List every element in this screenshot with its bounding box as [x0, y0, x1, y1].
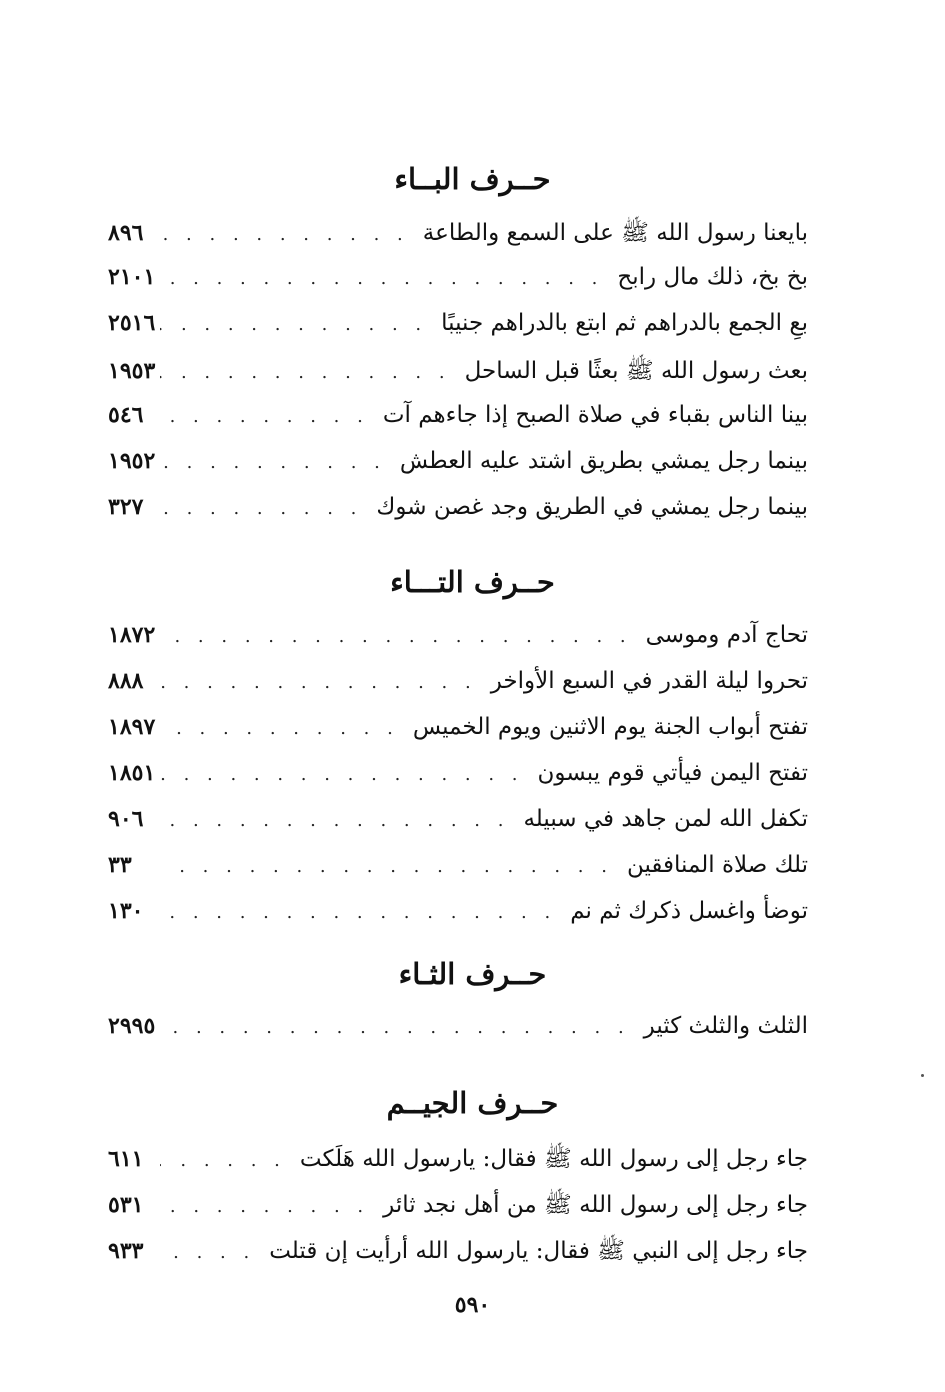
- entry-text: بخ بخ، ذلك مال رابح: [617, 264, 808, 290]
- page-number: ٥٩٠: [454, 1292, 491, 1318]
- entry-page-number: ١٨٥١: [108, 760, 156, 786]
- entry-text: تحروا ليلة القدر في السبع الأواخر: [490, 668, 808, 694]
- index-entry: [108, 1013, 808, 1059]
- section-title-tha: حــرف الثـاء: [398, 957, 547, 991]
- dot-leader: [160, 902, 556, 923]
- section-title-ta: حــرف التـــاء: [390, 565, 555, 599]
- entry-page-number: ٣٢٧: [108, 494, 144, 520]
- entry-text: بايعنا رسول الله ﷺ على السمع والطاعة: [422, 220, 808, 246]
- dot-leader: [160, 406, 369, 427]
- entry-text: تفتح أبواب الجنة يوم الاثنين ويوم الخميس: [412, 714, 808, 740]
- entry-page-number: ٦١١: [108, 1146, 144, 1172]
- entry-list-jim: [108, 1144, 808, 1282]
- entry-text: توضأ واغسل ذكرك ثم نم: [570, 898, 808, 924]
- entry-text: تلك صلاة المنافقين: [626, 852, 808, 878]
- index-entry: [108, 714, 808, 760]
- index-entry: [108, 448, 808, 494]
- dot-leader: [160, 810, 509, 831]
- index-entry: [108, 852, 808, 898]
- entry-page-number: ٨٨٨: [108, 668, 144, 694]
- dot-leader: [160, 362, 451, 383]
- section-title-ba: حــرف البــاء: [394, 162, 551, 196]
- print-speck: [921, 1074, 924, 1077]
- index-entry: [108, 1190, 808, 1236]
- entry-text: الثلث والثلث كثير: [643, 1013, 808, 1039]
- index-entry: [108, 402, 808, 448]
- entry-page-number: ١٨٧٢: [108, 622, 156, 648]
- index-entry: [108, 264, 808, 310]
- entry-text: تكفل الله لمن جاهد في سبيله: [523, 806, 808, 832]
- dot-leader: [160, 452, 386, 473]
- entry-text: جاء رجل إلى النبي ﷺ فقال: يارسول الله أرأيت إن قتلت: [269, 1238, 808, 1264]
- entry-page-number: ١٣٠: [108, 898, 144, 924]
- entry-page-number: ١٩٥٢: [108, 448, 156, 474]
- index-entry: [108, 1236, 808, 1282]
- entry-page-number: ٩٣٣: [108, 1238, 144, 1264]
- entry-text: جاء رجل إلى رسول الله ﷺ من أهل نجد ثائر: [383, 1192, 808, 1218]
- dot-leader: [160, 718, 399, 739]
- entry-text: بعِ الجمع بالدراهم ثم ابتع بالدراهم جنيبًا: [441, 310, 808, 336]
- index-entry: [108, 622, 808, 668]
- dot-leader: [160, 1242, 255, 1263]
- entry-page-number: ٥٣١: [108, 1192, 144, 1218]
- index-entry: [108, 218, 808, 264]
- entry-text: تفتح اليمن فيأتي قوم يبسون: [537, 760, 808, 786]
- entry-page-number: ٨٩٦: [108, 220, 144, 246]
- dot-leader: [160, 856, 613, 877]
- index-entry: [108, 806, 808, 852]
- entry-list-tha: [108, 1013, 808, 1059]
- entry-text: جاء رجل إلى رسول الله ﷺ فقال: يارسول الله هَلَكت: [299, 1146, 808, 1172]
- index-entry: [108, 668, 808, 714]
- entry-text: بينما رجل يمشي بطريق اشتد عليه العطش: [399, 448, 808, 474]
- index-entry: [108, 1144, 808, 1190]
- entry-page-number: ٣٣: [108, 852, 132, 878]
- entry-page-number: ٥٤٦: [108, 402, 144, 428]
- entry-text: بينما رجل يمشي في الطريق وجد غصن شوك: [376, 494, 808, 520]
- index-entry: [108, 898, 808, 944]
- dot-leader: [160, 498, 362, 519]
- dot-leader: [160, 314, 427, 335]
- entry-page-number: ١٨٩٧: [108, 714, 156, 740]
- index-entry: [108, 494, 808, 540]
- dot-leader: [160, 1017, 630, 1038]
- dot-leader: [160, 626, 632, 647]
- index-entry: [108, 356, 808, 402]
- entry-text: تحاج آدم وموسى: [645, 622, 808, 648]
- dot-leader: [160, 1150, 286, 1171]
- entry-page-number: ٢١٠١: [108, 264, 156, 290]
- entry-list-ta: [108, 622, 808, 944]
- entry-list-ba: [108, 218, 808, 540]
- entry-page-number: ٩٠٦: [108, 806, 144, 832]
- entry-page-number: ٢٩٩٥: [108, 1013, 156, 1039]
- index-entry: [108, 310, 808, 356]
- dot-leader: [160, 268, 603, 289]
- index-entry: [108, 760, 808, 806]
- entry-page-number: ٢٥١٦: [108, 310, 156, 336]
- dot-leader: [160, 1196, 369, 1217]
- section-title-jim: حــرف الجيــم: [386, 1086, 559, 1120]
- entry-page-number: ١٩٥٣: [108, 358, 156, 384]
- entry-text: بينا الناس بقباء في صلاة الصبح إذا جاءهم آت: [382, 402, 808, 428]
- dot-leader: [160, 224, 409, 245]
- dot-leader: [160, 672, 477, 693]
- entry-text: بعث رسول الله ﷺ بعثًا قبل الساحل: [464, 358, 808, 384]
- dot-leader: [160, 764, 524, 785]
